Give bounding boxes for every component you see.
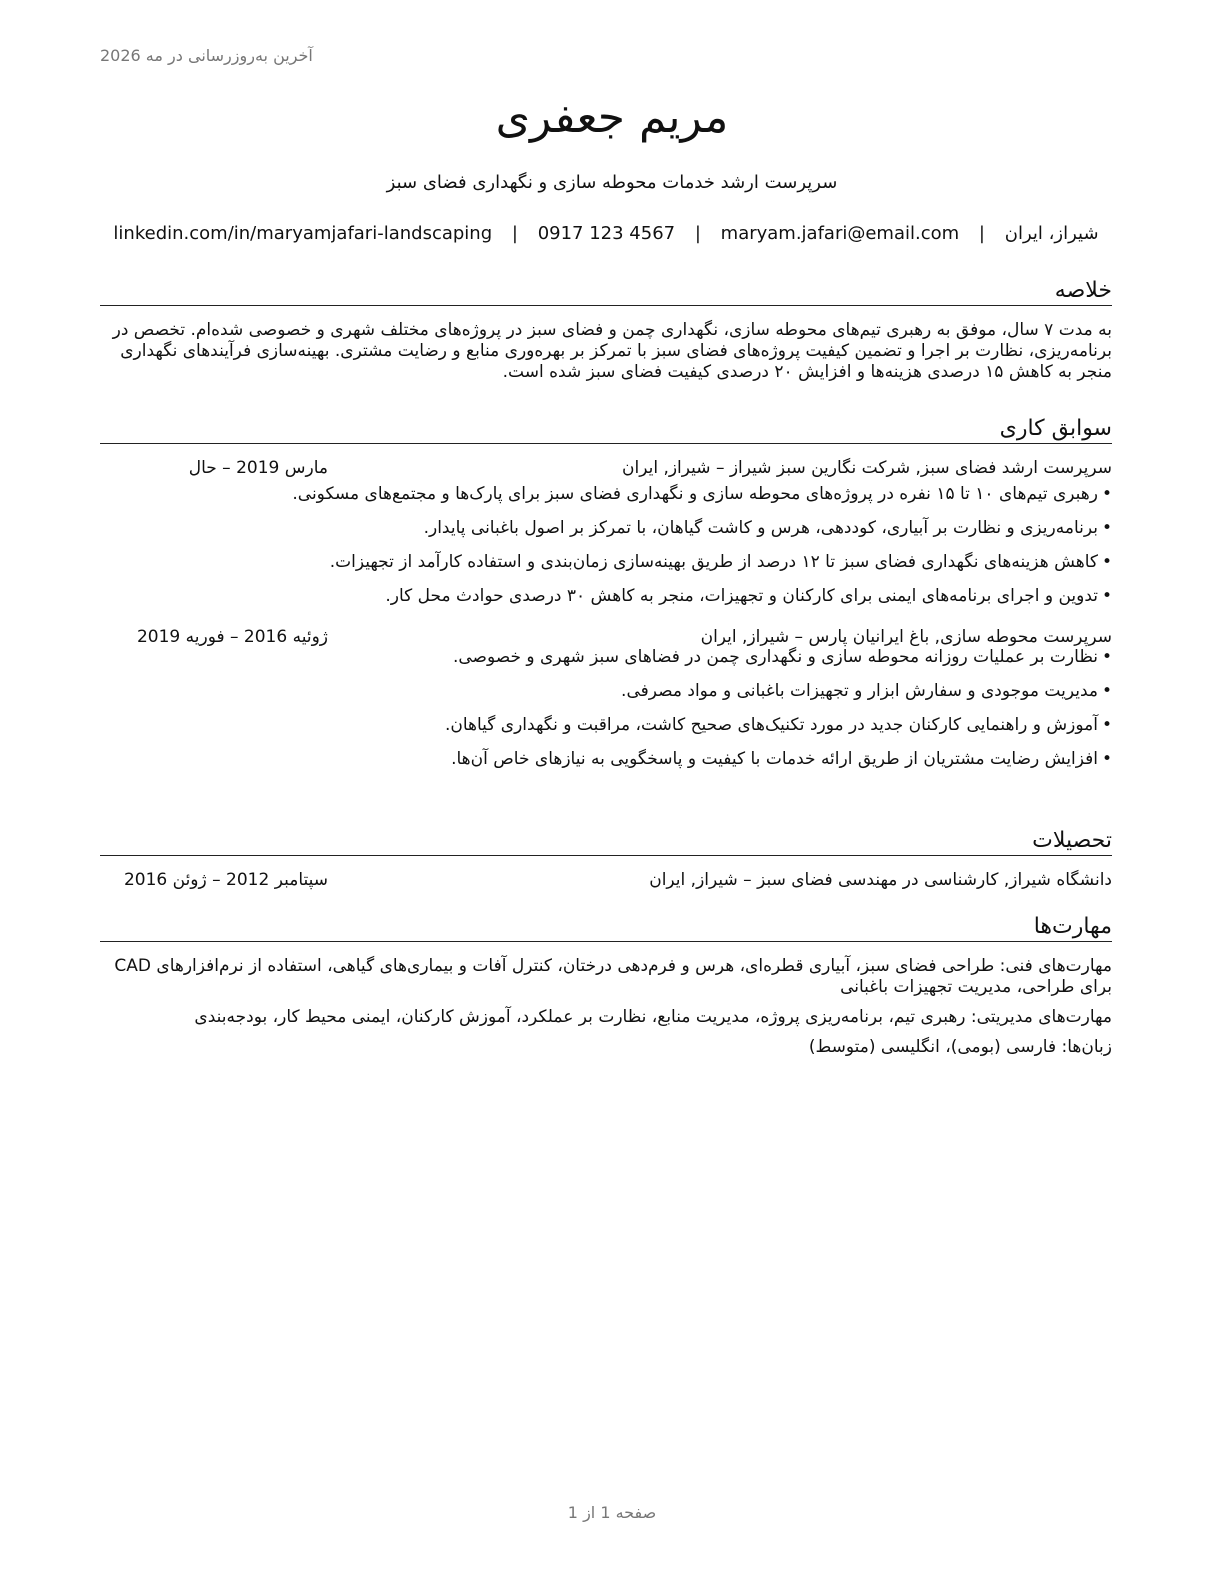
page-footer: صفحه 1 از 1	[567, 1503, 657, 1522]
skills-technical: مهارت‌های فنی: طراحی فضای سبز، آبیاری قطره‌ای، هرس و فرم‌دهی درختان، کنترل آفات و بیماری‌های گیاهی، استفاده از نرم‌افزارهای CAD برای طراحی، مدیریت تجهیزات باغبانی	[114, 956, 1112, 997]
skills-section	[100, 914, 1112, 1058]
contact-email[interactable]: maryam.jafari@email.com	[720, 223, 960, 244]
contact-separator: |	[511, 223, 518, 244]
job-bullet: • کاهش هزینه‌های نگهداری فضای سبز تا ۱۲ درصد از طریق بهینه‌سازی زمان‌بندی و استفاده کارآمد از تجهیزات.	[100, 552, 1098, 573]
education-section	[100, 828, 1112, 890]
education-heading: دانشگاه شیراز, کارشناسی در مهندسی فضای سبز – شیراز, ایران	[649, 870, 1112, 890]
job-bullet: • مدیریت موجودی و سفارش ابزار و تجهیزات باغبانی و مواد مصرفی.	[100, 681, 1098, 702]
contact-linkedin[interactable]: linkedin.com/in/maryamjafari-landscaping	[113, 223, 493, 244]
contact-separator: |	[694, 223, 701, 244]
summary-text: به مدت ۷ سال، موفق به رهبری تیم‌های محوطه سازی، نگهداری چمن و فضای سبز در پروژه‌های مختلف شهری و خصوصی شده‌ام. تخصص در برنامه‌ریزی، نظارت بر اجرا و تضمین کیفیت پروژه‌های فضای سبز با تمرکز بر بهره‌وری منابع و رضایت مشتری. بهینه‌سازی فرآیندهای نگهداری منجر به کاهش ۱۵ درصدی هزینه‌ها و افزایش ۲۰ درصدی کیفیت فضای سبز شده است.	[112, 320, 1112, 382]
job-heading: سرپرست محوطه سازی, باغ ایرانیان پارس – شیراز, ایران	[700, 627, 1112, 647]
job-bullets	[100, 647, 1112, 770]
experience-section	[100, 416, 1112, 783]
candidate-name: مریم جعفری	[495, 92, 729, 143]
job-bullet: • تدوین و اجرای برنامه‌های ایمنی برای کارکنان و تجهیزات، منجر به کاهش ۳۰ درصدی حوادث محل کار.	[100, 586, 1098, 607]
education-dates: سپتامبر 2012 – ژوئن 2016	[123, 870, 328, 890]
job-dates: مارس 2019 – حال	[188, 458, 328, 478]
last-updated: آخرین به‌روزرسانی در مه 2026	[100, 46, 313, 65]
skills-management: مهارت‌های مدیریتی: رهبری تیم، برنامه‌ریزی پروژه، مدیریت منابع، نظارت بر عملکرد، آموزش کارکنان، ایمنی محیط کار، بودجه‌بندی	[194, 1007, 1112, 1027]
summary-section	[100, 278, 1112, 383]
job-bullet: • برنامه‌ریزی و نظارت بر آبیاری، کوددهی، هرس و کاشت گیاهان، با تمرکز بر اصول باغبانی پایدار.	[100, 518, 1098, 539]
contact-location: شیراز، ایران	[1004, 223, 1099, 244]
experience-title: سوابق کاری	[100, 416, 1112, 444]
skills-languages: زبان‌ها: فارسی (بومی)، انگلیسی (متوسط)	[808, 1037, 1112, 1057]
education-title: تحصیلات	[100, 828, 1112, 856]
contact-line	[100, 223, 1112, 244]
job-bullet: • افزایش رضایت مشتریان از طریق ارائه خدمات با کیفیت و پاسخگویی به نیازهای خاص آن‌ها.	[100, 749, 1098, 770]
job-dates: ژوئیه 2016 – فوریه 2019	[136, 627, 328, 647]
summary-title: خلاصه	[100, 278, 1112, 306]
job-heading: سرپرست ارشد فضای سبز, شرکت نگارین سبز شیراز – شیراز, ایران	[622, 458, 1112, 478]
job-bullet: • نظارت بر عملیات روزانه محوطه سازی و نگهداری چمن در فضاهای سبز شهری و خصوصی.	[100, 647, 1098, 668]
contact-separator: |	[978, 223, 985, 244]
job-header	[100, 627, 1112, 647]
job-bullet: • آموزش و راهنمایی کارکنان جدید در مورد تکنیک‌های صحیح کاشت، مراقبت و نگهداری گیاهان.	[100, 715, 1098, 736]
job-bullet: • رهبری تیم‌های ۱۰ تا ۱۵ نفره در پروژه‌های محوطه سازی و نگهداری فضای سبز برای پارک‌ها و مجتمع‌های مسکونی.	[100, 484, 1098, 505]
skills-title: مهارت‌ها	[100, 914, 1112, 942]
job-bullets	[100, 484, 1112, 607]
job-header	[100, 458, 1112, 478]
education-header	[100, 870, 1112, 890]
headline: سرپرست ارشد خدمات محوطه سازی و نگهداری فضای سبز	[386, 172, 838, 193]
contact-phone[interactable]: 0917 123 4567	[537, 223, 676, 244]
